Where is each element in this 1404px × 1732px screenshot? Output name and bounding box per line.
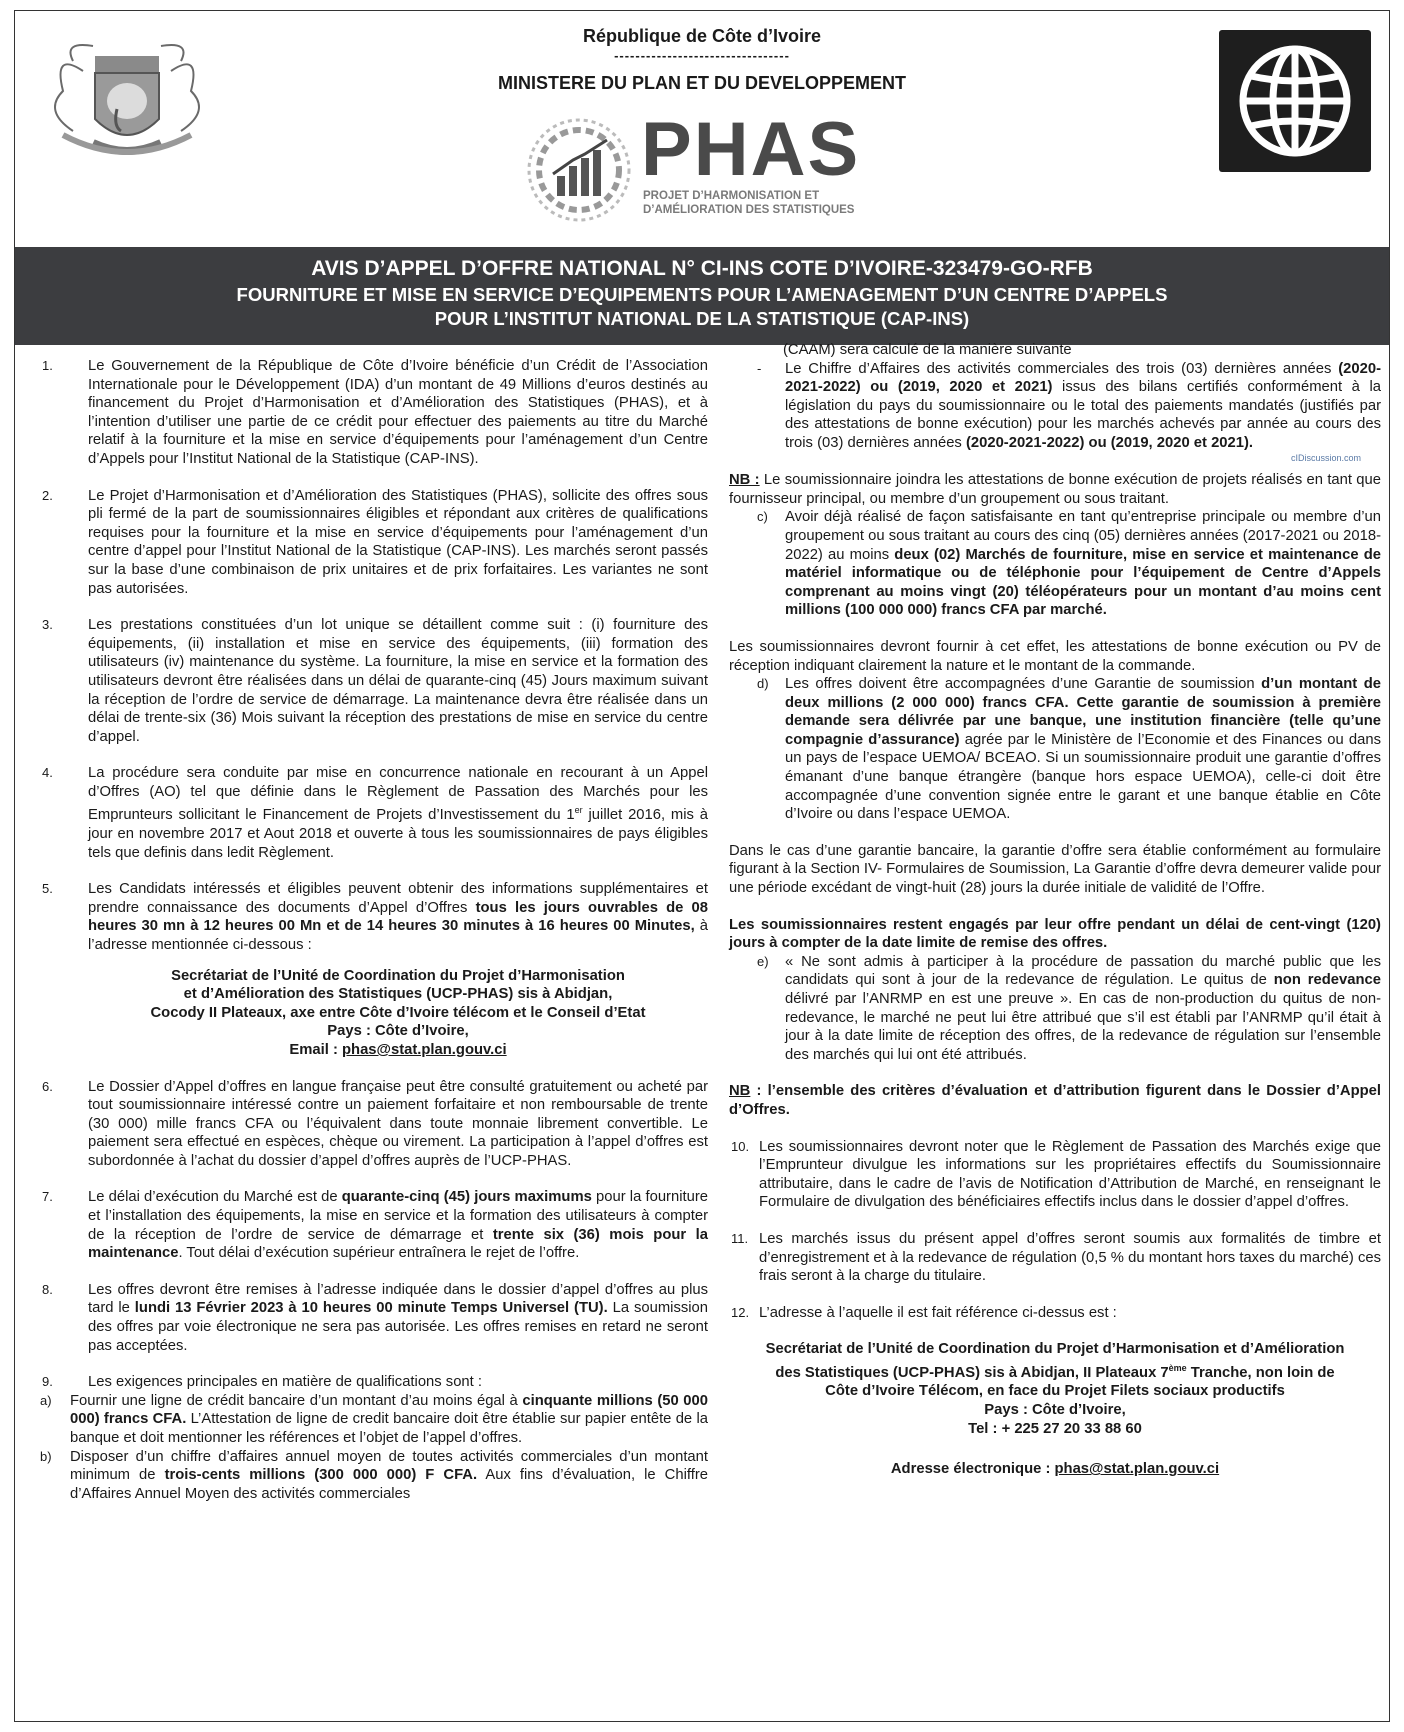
sub-item-e: e) « Ne sont admis à participer à la procédure de passation du marché public que les candidats qui sont à jour de la redevance de régulation. Le quitus de non redevance délivré par l’ANRMP en est une preuve ». En cas de non-production du quitus de non-redevance, le marché ne peut lui être attribué que s’il est établi par l’ANRMP qu’il était à jour à la date limite de réception des offres, de la redevance de régulation sur l’ensemble des marchés qui lui ont été attribués. xyxy=(757,953,1381,1063)
title-band xyxy=(15,247,1389,345)
item-text: L’adresse à l’aquelle il est fait référence ci-dessus est : xyxy=(759,1304,1117,1321)
item-number: 4. xyxy=(42,765,53,781)
notice-subtitle-2: POUR L’INSTITUT NATIONAL DE LA STATISTIQUE (CAP-INS) xyxy=(434,308,970,329)
item-number: 11. xyxy=(731,1230,749,1246)
sub-item-c: c) Avoir déjà réalisé de façon satisfaisante en tant qu’entreprise principale ou membre d’un groupement ou sous traitant au cours des cinq (05) dernières années (2017-2021 ou 2018-2022) au moins deux (02) Marchés de fourniture, mise en service et maintenance de matériel informatique ou de téléphonie pour l’équipement de Centre d’Appels comprenant au moins vingt (20) téléopérateurs pour un montant d’au moins cent millions (100 000 000) francs CFA par marché. xyxy=(757,509,1381,619)
guarantee-paragraph: Dans le cas d’une garantie bancaire, la garantie d’offre sera établie conformément au formulaire figurant à la Section IV- Formulaires de Soumission, La Garantie d’offre devra demeurer valide pour une période excédant de vingt-huit (28) jours la durée initiale de validité de l’Offre. xyxy=(729,842,1381,897)
notice-subtitle-1: FOURNITURE ET MISE EN SERVICE D’EQUIPEMENTS POUR L’AMENAGEMENT D’UN CENTRE D’APPELS xyxy=(236,284,1168,305)
notice-page xyxy=(14,10,1390,1722)
nb-paragraph-2: NB : l’ensemble des critères d’évaluation et d’attribution figurent dans le Dossier d’Appel d’Offres. xyxy=(729,1083,1381,1118)
sub-item-b: b) Disposer d’un chiffre d’affaires annuel moyen de toutes activités commerciales d’un montant minimum de trois-cents millions (300 000 000) F CFA. Aux fins d’évaluation, le Chiffre d’Affaires Annuel Moyen des activités commerciales xyxy=(40,1448,708,1502)
phas-subtitle-line1: PROJET D’HARMONISATION ET xyxy=(643,190,820,202)
item-text: Les offres devront être remises à l’adresse indiquée dans le dossier d’appel d’offres au plus tard le lundi 13 Février 2023 à 10 heures 00 minute Temps Universel (TU). La soumission des offres par voie électronique ne sera pas autorisée. Les offres remises en retard ne seront pas acceptées. xyxy=(88,1281,708,1354)
item-text: Le Gouvernement de la République de Côte d’Ivoire bénéficie d’un Crédit de l’Association Internationale pour le Développement (IDA) d’un montant de 49 Millions d’euros destinés au financement du Projet d’Harmonisation et d’Amélioration des Statistiques (PHAS), et à l’intention d’utiliser une partie de ce crédit pour effectuer des paiements au titre du Marché relatif à la fourniture et la mise en service d’équipements pour l’aménagement d’un Centre d’Appels pour l’Institut National de la Statistique (CAP-INS). xyxy=(88,358,708,467)
list-item xyxy=(40,880,708,1059)
item-number: 3. xyxy=(42,617,53,633)
list-item xyxy=(40,487,708,599)
item-text: La procédure sera conduite par mise en concurrence nationale en recourant à un Appel d’Offres (AO) tel que définie dans le Règlement de Passation des Marchés pour les Emprunteurs sollicitant le Financement de Projets d’Investissement du 1er juillet 2016, mis à jour en novembre 2017 et Aout 2018 et ouverte à tous les soumissionnaires de pays éligibles tels que definis dans ledit Règlement. xyxy=(88,765,708,861)
item-number: 8. xyxy=(42,1281,53,1297)
world-bank-logo xyxy=(1219,30,1371,172)
engagement-paragraph: Les soumissionnaires restent engagés par leur offre pendant un délai de cent-vingt (120) jours à compter de la date limite de remise des offres. xyxy=(729,916,1381,952)
list-item xyxy=(40,1373,708,1392)
item-text: Le Projet d’Harmonisation et d’Amélioration des Statistiques (PHAS), sollicite des offres sous pli fermé de la part de soumissionnaires éligibles et répondant aux critères de qualifications requises pour la fourniture et la mise en service d’équipements pour l’aménagement d’un centre d’appel pour l’Institut National de la Statistique (CAP-INS). Les marchés seront passés sur la base d’une combinaison de prix unitaires et de prix forfaitaires. Les variantes ne sont pas autorisées. xyxy=(88,487,708,597)
list-item xyxy=(40,764,708,862)
right-column xyxy=(729,341,1381,1479)
list-item xyxy=(729,1230,1381,1286)
republic-name: République de Côte d’Ivoire xyxy=(582,26,822,46)
attestation-paragraph: Les soumissionnaires devront fournir à cet effet, les attestations de bonne exécution ou PV de réception indiquant clairement la nature et le montant de la commande. xyxy=(729,638,1381,674)
item-number: 5. xyxy=(42,881,53,897)
phas-subtitle-line2: D’AMÉLIORATION DES STATISTIQUES xyxy=(643,204,855,216)
item-text: Les Candidats intéressés et éligibles peuvent obtenir des informations supplémentaires et prendre connaissance des documents d’Appel d’Offres tous les jours ouvrables de 08 heures 30 mn à 12 heures 00 Mn et de 14 heures 30 minutes à 16 heures 00 Minutes, à l’adresse mentionnée ci-dessous : Secrétariat de l’Unité de Coordination du Projet d’Harmonisation et d’Amélioration des Statistiques (UCP-PHAS) sis à Abidjan, Cocody II Plateaux, axe entre Côte d’Ivoire télécom et le Conseil d’Etat Pays : Côte d’Ivoire, Email : phas@stat.plan.gouv.ci xyxy=(88,881,708,1058)
item-number: 7. xyxy=(42,1189,53,1205)
globe-icon xyxy=(1219,30,1371,172)
list-item xyxy=(729,1304,1381,1323)
email-link[interactable]: phas@stat.plan.gouv.ci xyxy=(1054,1461,1220,1478)
watermark: cIDiscussion.com xyxy=(1290,452,1361,463)
item-number: 1. xyxy=(42,358,53,373)
address-block-1: Secrétariat de l’Unité de Coordination du Projet d’Harmonisation et d’Amélioration des Statistiques (UCP-PHAS) sis à Abidjan, Cocody II Plateaux, axe entre Côte d’Ivoire télécom et le Conseil d’Etat Pays : Côte d’Ivoire, Email : phas@stat.plan.gouv.ci xyxy=(150,967,646,1058)
ministry-name: MINISTERE DU PLAN ET DU DEVELOPPEMENT xyxy=(497,73,907,93)
item-text: Les soumissionnaires devront noter que le Règlement de Passation des Marchés exige que l’Emprunteur divulgue les informations sur les propriétaires effectifs du Soumissionnaire attributaire, dans le cadre de l’avis de Notification d’Attribution de Marché, en renseignant le Formulaire de divulgation des bénéficiaires effectifs inclus dans le dossier d’appel d’offres. xyxy=(759,1138,1381,1211)
phas-wordmark: PHAS xyxy=(641,107,861,192)
nb-paragraph-1: NB : Le soumissionnaire joindra les attestations de bonne exécution de projets réalisés en tant que fournisseur principal, ou membre d’un groupement ou sous traitant. xyxy=(729,472,1381,507)
item-text: Les marchés issus du présent appel d’offres seront soumis aux formalités de timbre et d’enregistrement et à la redevance de régulation (0,5 % du montant hors taxes du marché) ces frais seront à la charge du titulaire. xyxy=(759,1230,1381,1285)
phas-logo xyxy=(523,107,943,226)
phas-chart-icon xyxy=(523,114,635,226)
header xyxy=(15,11,1389,247)
email-link[interactable]: phas@stat.plan.gouv.ci xyxy=(342,1041,507,1058)
list-item xyxy=(40,1281,708,1355)
list-item xyxy=(729,1138,1381,1212)
item-text: Les prestations constituées d’un lot unique se détaillent comme suit : (i) fourniture des équipements, (ii) installation et mise en service des équipements, (iii) formation des utilisateurs (iv) maintenance du système. La fourniture, la mise en service et la formation des utilisateurs devront être réalisées dans un délai de quarante-cinq (45) Jours maximum suivant la réception de l’ordre de service de démarrage. La maintenance devra être réalisée dans un délai de trente-six (36) Mois suivant la réception des prestations de mise en service du centre d’appel. xyxy=(88,617,708,745)
header-separator: --------------------------------- xyxy=(614,48,790,63)
sub-item-a: a) Fournir une ligne de crédit bancaire d’un montant d’au moins égal à cinquante millions (50 000 000) francs CFA. L’Attestation de ligne de credit bancaire doit être établie sur papier entête de la banque et doit mentionner les références et l’objet de l’appel d’offres. xyxy=(40,1392,708,1447)
item-number: 10. xyxy=(731,1138,750,1154)
list-item xyxy=(40,616,708,746)
item-number: 9. xyxy=(42,1374,53,1390)
notice-title: AVIS D’APPEL D’OFFRE NATIONAL N° CI-INS COTE D’IVOIRE-323479-GO-RFB xyxy=(311,257,1093,280)
left-column xyxy=(40,357,708,1503)
list-item xyxy=(40,357,708,469)
item-number: 6. xyxy=(42,1078,53,1094)
sub-item-d: d) Les offres doivent être accompagnées d’une Garantie de soumission d’un montant de deux millions (2 000 000) francs CFA. Cette garantie de soumission à première demande sera délivrée par une banque, une institution financière (telle qu’une compagnie d’assurance) agrée par le Ministère de l’Economie et des Finances ou dans un pays de l’espace UEMOA/ BCEAO. Si un soumissionnaire produit une garantie d’offres émanant d’une banque étrangère (banque hors espace UEMOA), celle-ci doit être accompagnée d’une convention signée entre le garant et une banque établie en Côte d’Ivoire ou dans l’espace UEMOA. xyxy=(757,676,1382,823)
item-number: 2. xyxy=(42,487,53,503)
caam-line: (CAAM) sera calculé de la manière suivante xyxy=(783,342,1072,358)
item-text: Le délai d’exécution du Marché est de quarante-cinq (45) jours maximums pour la fourniture et l’installation des équipements, la mise en service et la formation des utilisateurs à compter de la réception de l’ordre de service de démarrage et trente six (36) mois pour la maintenance. Tout délai d’exécution supérieur entraînera le rejet de l’offre. xyxy=(88,1189,708,1262)
item-number: 12. xyxy=(731,1304,750,1320)
list-item xyxy=(40,1078,708,1171)
list-item xyxy=(40,1188,708,1262)
address-block-2: Secrétariat de l’Unité de Coordination du Projet d’Harmonisation et d’Amélioration des Statistiques (UCP-PHAS) sis à Abidjan, II Plateaux 7ème Tranche, non loin de Côte d’Ivoire Télécom, en face du Projet Filets sociaux productifs Pays : Côte d’Ivoire, Tel : + 225 27 20 33 88 60 Adresse électronique : phas@stat.plan.gouv.ci xyxy=(765,1341,1345,1478)
item-text: Les exigences principales en matière de qualifications sont : xyxy=(88,1374,482,1391)
item-text: Le Dossier d’Appel d’offres en langue française peut être consulté gratuitement ou acheté par tout soumissionnaire intéressé contre un paiement forfaitaire et non remboursable de trente (30 000) mille francs CFA ou l’équivalent dans toute monnaie librement convertible. Le paiement sera effectué en espèces, chèque ou virement. La participation à l’appel d’offres est subordonnée à l’achat du dossier d’appel d’offres auprès de l’UCP-PHAS. xyxy=(88,1078,708,1169)
sub-item-dash: - Le Chiffre d’Affaires des activités commerciales des trois (03) dernières années (2020-2021-2022) ou (2019, 2020 et 2021) issus des bilans certifiés conformément à la législation du pays du soumissionnaire ou le total des paiements mandatés (justifiés par des attestations de bonne exécution) pour les marchés achevés par année au cours des trois (03) dernières années (2020-2021-2022) ou (2019, 2020 et 2021). xyxy=(757,360,1381,451)
